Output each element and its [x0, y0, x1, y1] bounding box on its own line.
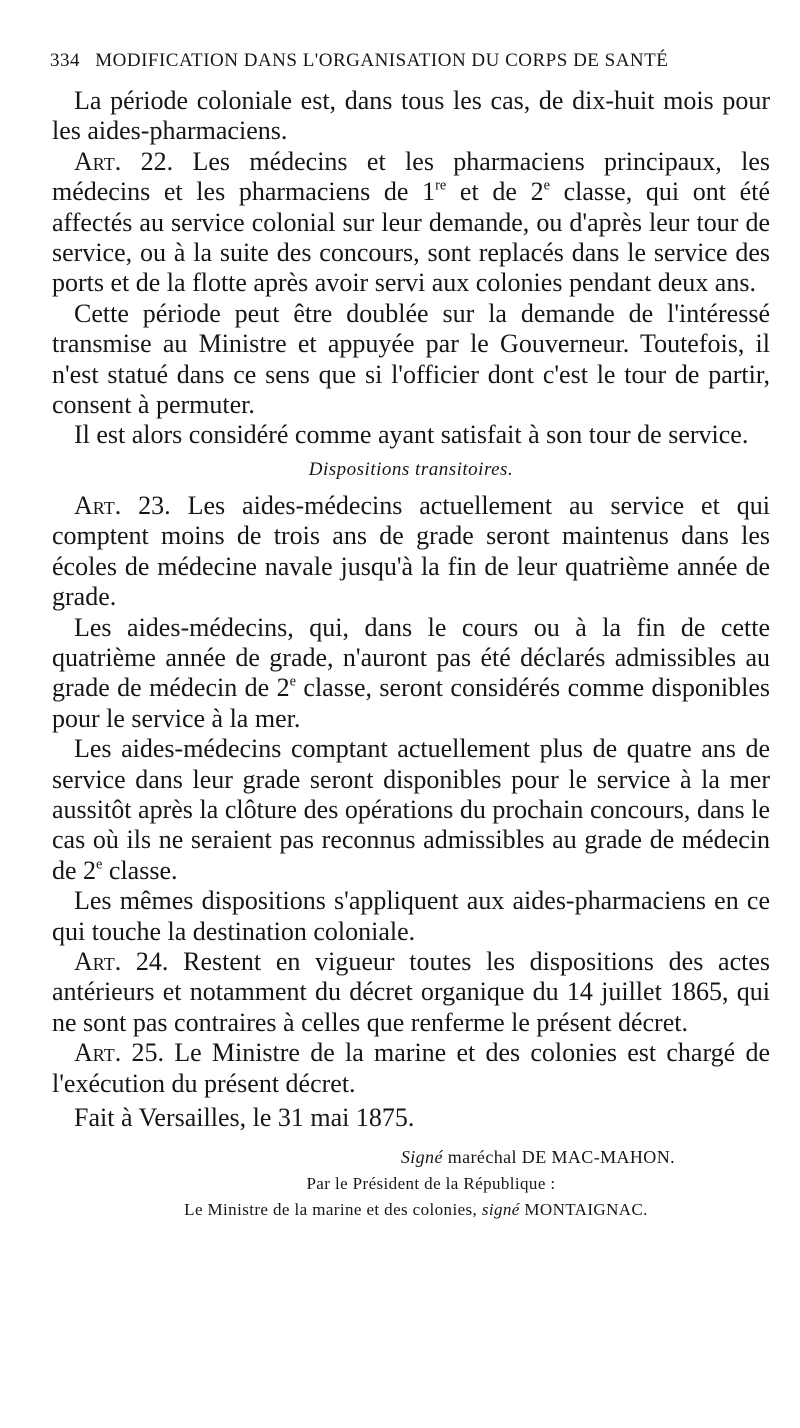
signature-president	[52, 1143, 770, 1171]
page-number: 334	[50, 50, 80, 71]
text-body	[52, 86, 770, 1223]
article-label: Art. 25.	[74, 1038, 164, 1068]
paragraph-aides-medecins-available	[52, 613, 770, 735]
signature-minister	[52, 1197, 770, 1223]
paragraph-article-22	[52, 147, 770, 299]
superscript: e	[96, 856, 103, 873]
signe-label: Signé	[400, 1147, 443, 1167]
paragraph-text: classe.	[102, 855, 178, 885]
paragraph-article-25	[52, 1038, 770, 1099]
running-header	[50, 50, 750, 72]
signe-label: signé	[481, 1200, 520, 1219]
running-title: MODIFICATION DANS L'ORGANISATION DU CORPS DE SANTÉ	[95, 50, 669, 71]
paragraph-text: Cette période peut être doublée sur la demande de l'intéressé transmise au Ministre et appuyée par le Gouverneur. Toutefois, il n'est statué dans ce sens que si l'officier dont c'est le tour de partir, consent à permuter.	[52, 298, 770, 420]
paragraph-text: La période coloniale est, dans tous les cas, de dix-huit mois pour les aides-pharmaciens.	[52, 86, 770, 146]
minister-name: MONTAIGNAC.	[519, 1200, 648, 1219]
paragraph-text: classe, qui ont été affectés au service colonial sur leur demande, ou d'après leur tour de service, ou à la suite des concours, sont replacés dans le service des ports et de la flotte après avoir servi aux colonies pendant deux ans.	[52, 177, 770, 298]
paragraph-text: Il est alors considéré comme ayant satisfait à son tour de service.	[74, 420, 749, 450]
paragraph-aides-pharmaciens	[52, 886, 770, 947]
paragraph-aides-medecins-service	[52, 734, 770, 886]
article-label: Art. 24.	[74, 946, 169, 976]
paragraph-text: classe, seront considérés comme disponibles pour le service à la mer.	[52, 673, 770, 733]
paragraph-text: Les aides-médecins comptant actuellement plus de quatre ans de service dans leur grade seront disponibles pour le service à la mer aussitôt après la clôture des opérations du prochain concours, dans le cas où ils ne seraient pas reconnus admissibles au grade de médecin de 2	[52, 734, 770, 885]
paragraph-article-24	[52, 947, 770, 1038]
minister-title: Le Ministre de la marine et des colonies,	[184, 1200, 482, 1219]
paragraph-period-doubling	[52, 299, 770, 421]
article-label: Art. 23.	[74, 490, 171, 520]
superscript: re	[435, 177, 447, 194]
place-date-line: Fait à Versailles, le 31 mai 1875.	[74, 1103, 415, 1132]
superscript: e	[289, 673, 296, 690]
paragraph-colonial-period	[52, 86, 770, 147]
paragraph-considered-satisfied	[52, 420, 770, 450]
paragraph-text: Les aides-médecins, qui, dans le cours ou à la fin de cette quatrième année de grade, n'auront pas été déclarés admissibles au grade de médecin de 2	[52, 612, 770, 703]
paragraph-text: et de 2	[446, 177, 544, 207]
signature-name: maréchal DE MAC-MAHON.	[442, 1147, 675, 1167]
paragraph-text: Les médecins et les pharmaciens principaux, les médecins et les pharmaciens de 1	[52, 146, 770, 207]
superscript: e	[543, 177, 550, 194]
paragraph-text: Le Ministre de la marine et des colonies est chargé de l'exécution du présent décret.	[52, 1038, 770, 1098]
paragraph-text: Restent en vigueur toutes les dispositions des actes antérieurs et notamment du décret organique du 14 juillet 1865, qui ne sont pas contraires à celles que renferme le présent décret.	[52, 946, 770, 1037]
article-label: Art. 22.	[74, 146, 174, 176]
signature-by-president: Par le Président de la République :	[306, 1174, 556, 1193]
paragraph-text: Les mêmes dispositions s'appliquent aux aides-pharmaciens en ce qui touche la destination coloniale.	[52, 886, 770, 946]
paragraph-text: Les aides-médecins actuellement au service et qui comptent moins de trois ans de grade seront maintenus dans les écoles de médecine navale jusqu'à la fin de leur quatrième année de grade.	[52, 490, 770, 612]
paragraph-article-23	[52, 491, 770, 613]
section-subheading: Dispositions transitoires.	[308, 458, 514, 480]
